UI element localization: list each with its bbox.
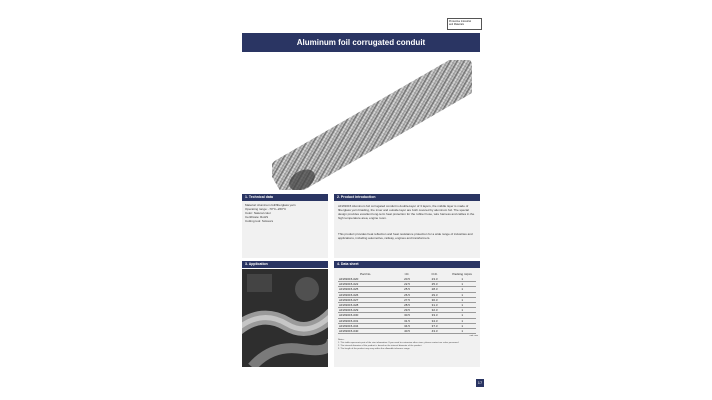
brand-logo [447, 18, 482, 30]
logo-line-1: Protective Industrial [449, 20, 471, 23]
datasheet-unit: unit: mm [469, 335, 478, 337]
cell: AFW2015-030 [338, 313, 393, 318]
page-title: Aluminum foil corrugated conduit [242, 33, 480, 52]
datasheet-notes: Notes: 1. This table represents part of the size information. If you need to customize other sizes, please contact our sales personnel. 2. The internal diameter of the product is based on the internal diameter of the product. 3. The length of the product may vary within the allowable tolerance range. [338, 339, 459, 350]
cell: AFW2015-027 [338, 297, 393, 302]
technical-line: Operating range: -70°C~260°C [245, 207, 287, 211]
catalog-page [232, 8, 490, 394]
cell: 1 [448, 329, 476, 334]
cell: 34.5 [393, 323, 421, 328]
cell: 1 [448, 313, 476, 318]
page-number: 17 [477, 380, 483, 385]
cell: AFW2015-028 [338, 303, 393, 308]
intro-body-2: This product provides heat reflection and heat resistance protection for a wide range of industries and applications, including automotive, railway, engines and transformers. [338, 232, 473, 240]
cell: 1 [448, 292, 476, 297]
cell: 31.5 [393, 318, 421, 323]
cell: 23.3 [421, 277, 449, 282]
cell: 29.5 [393, 308, 421, 313]
cell: 34.3 [421, 318, 449, 323]
cell: 29.3 [421, 292, 449, 297]
cell: 33.3 [421, 313, 449, 318]
cell: AFW2015-025 [338, 287, 393, 292]
technical-line: Cutting tool: Scissors [245, 219, 274, 223]
cell: 30.3 [421, 297, 449, 302]
cell: AFW2015-026 [338, 292, 393, 297]
cell: 20.5 [393, 277, 421, 282]
datasheet-table [338, 271, 476, 334]
cell: AFW2015-031 [338, 318, 393, 323]
cell: 1 [448, 318, 476, 323]
intro-heading: 2. Product introduction [334, 194, 480, 201]
application-image [242, 269, 328, 367]
cell: 25.5 [393, 287, 421, 292]
cell: 1 [448, 303, 476, 308]
technical-heading: 1. Technical data [242, 194, 328, 201]
cell: 28.5 [393, 303, 421, 308]
cell: 27.5 [393, 297, 421, 302]
cell: 25.3 [421, 282, 449, 287]
technical-line: Material: Aluminum foil/fiberglass yarn [245, 203, 296, 207]
cell: 1 [448, 308, 476, 313]
datasheet-heading: 4. Data sheet [334, 261, 480, 268]
cell: 1 [448, 323, 476, 328]
technical-line: Certificate: RoHS [245, 215, 269, 219]
cell: 1 [448, 297, 476, 302]
table-row [338, 329, 476, 334]
cell: 1 [448, 282, 476, 287]
col-header: Part No. [360, 272, 372, 276]
cell: AFW2015-029 [338, 308, 393, 313]
cell: 40.5 [393, 329, 421, 334]
cell: AFW2015-034 [338, 323, 393, 328]
col-header: Packing m/pcs [452, 272, 472, 276]
cell: 22.5 [393, 282, 421, 287]
technical-body [245, 203, 327, 223]
cell: 32.3 [421, 308, 449, 313]
cell: 30.5 [393, 313, 421, 318]
col-header: I.D. [404, 272, 410, 276]
technical-line: Color: Natural color [245, 211, 271, 215]
conduit-product-image [272, 60, 472, 190]
cell: 1 [448, 287, 476, 292]
cell: AFW2015-022 [338, 282, 393, 287]
cell: 37.3 [421, 323, 449, 328]
cell: 43.3 [421, 329, 449, 334]
col-header: O.D. [431, 272, 438, 276]
cell: 28.3 [421, 287, 449, 292]
cell: 1 [448, 277, 476, 282]
cell: 31.3 [421, 303, 449, 308]
cell: 26.5 [393, 292, 421, 297]
application-heading: 3. Application [242, 261, 328, 268]
logo-line-2: and Materials [449, 23, 465, 26]
cell: AFW2015-020 [338, 277, 393, 282]
intro-body-1: AFW2015 Aluminum foil corrugated conduit is double-layer of 3 layers, the middle layer is made of fiberglass yarn braiding, the inner and outside layer are both covered by aluminum foil. The special design provides excellent long-term heat protection for the rubber hose, wire harness and cables in the high temperature area, engine room. [338, 204, 475, 220]
cell: AFW2015-040 [338, 329, 393, 334]
